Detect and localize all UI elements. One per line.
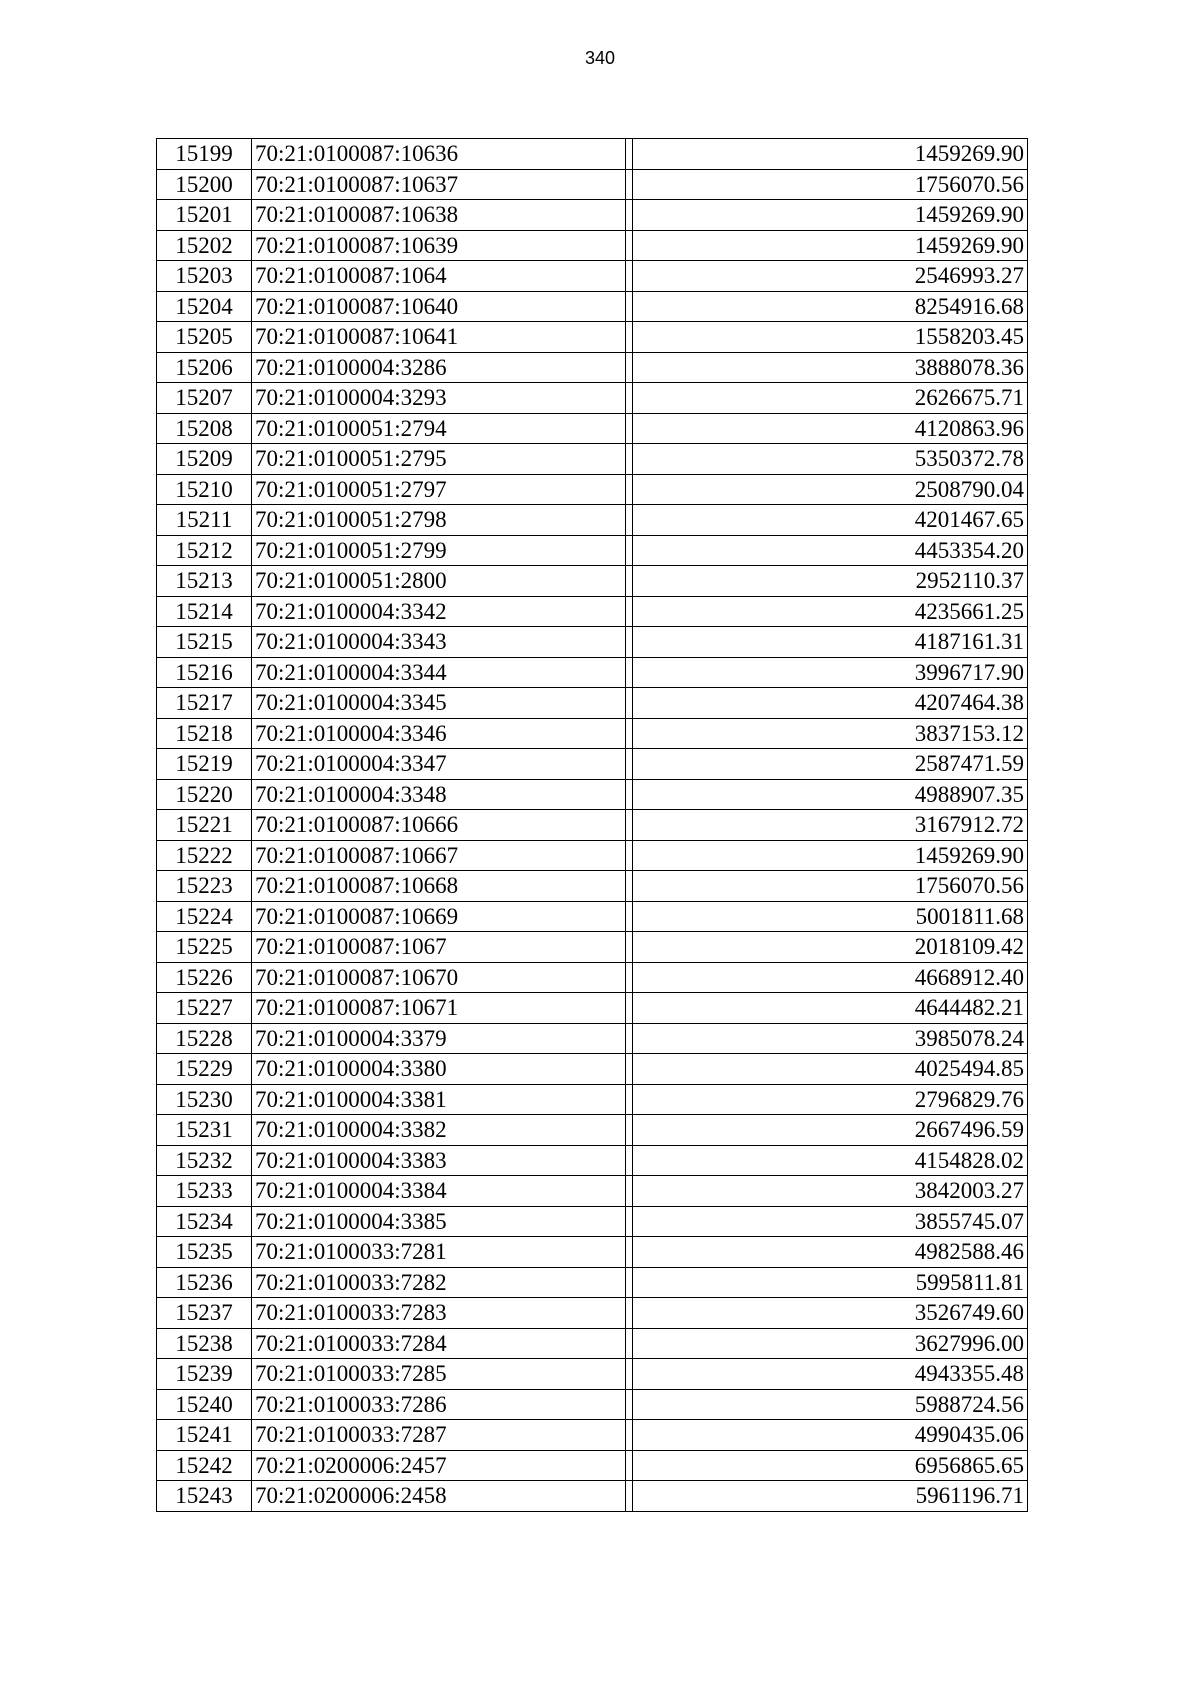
empty-cell (626, 566, 633, 597)
cadastral-number-cell: 70:21:0100087:1067 (252, 932, 626, 963)
cadastral-number-cell: 70:21:0100087:10670 (252, 962, 626, 993)
table-row (157, 230, 1028, 261)
cadastral-number-cell: 70:21:0100004:3382 (252, 1115, 626, 1146)
table-body (157, 139, 1028, 1512)
table-row (157, 657, 1028, 688)
cadastral-number-cell: 70:21:0100087:10666 (252, 810, 626, 841)
empty-cell (626, 1389, 633, 1420)
row-number-cell: 15231 (157, 1115, 252, 1146)
cadastral-value-cell: 1756070.56 (633, 871, 1028, 902)
empty-cell (626, 871, 633, 902)
cadastral-value-cell: 2587471.59 (633, 749, 1028, 780)
cadastral-number-cell: 70:21:0100087:10671 (252, 993, 626, 1024)
table-row (157, 718, 1028, 749)
empty-cell (626, 840, 633, 871)
table-row (157, 1298, 1028, 1329)
cadastral-number-cell: 70:21:0100051:2794 (252, 413, 626, 444)
cadastral-number-cell: 70:21:0100004:3385 (252, 1206, 626, 1237)
table-row (157, 1450, 1028, 1481)
table-row (157, 566, 1028, 597)
cadastral-number-cell: 70:21:0100033:7287 (252, 1420, 626, 1451)
table-row (157, 505, 1028, 536)
table-row (157, 627, 1028, 658)
row-number-cell: 15242 (157, 1450, 252, 1481)
cadastral-value-cell: 4982588.46 (633, 1237, 1028, 1268)
table-row (157, 1023, 1028, 1054)
empty-cell (626, 261, 633, 292)
row-number-cell: 15222 (157, 840, 252, 871)
cadastral-number-cell: 70:21:0100004:3345 (252, 688, 626, 719)
table-row (157, 932, 1028, 963)
cadastral-value-cell: 4187161.31 (633, 627, 1028, 658)
cadastral-value-cell: 4025494.85 (633, 1054, 1028, 1085)
cadastral-number-cell: 70:21:0100033:7284 (252, 1328, 626, 1359)
cadastral-number-cell: 70:21:0100004:3348 (252, 779, 626, 810)
cadastral-number-cell: 70:21:0100004:3380 (252, 1054, 626, 1085)
cadastral-value-cell: 2508790.04 (633, 474, 1028, 505)
row-number-cell: 15207 (157, 383, 252, 414)
cadastral-number-cell: 70:21:0100004:3381 (252, 1084, 626, 1115)
cadastral-number-cell: 70:21:0100004:3286 (252, 352, 626, 383)
row-number-cell: 15216 (157, 657, 252, 688)
cadastral-value-cell: 2546993.27 (633, 261, 1028, 292)
cadastral-value-cell: 2667496.59 (633, 1115, 1028, 1146)
cadastral-number-cell: 70:21:0100051:2799 (252, 535, 626, 566)
cadastral-value-cell: 3627996.00 (633, 1328, 1028, 1359)
row-number-cell: 15219 (157, 749, 252, 780)
row-number-cell: 15223 (157, 871, 252, 902)
empty-cell (626, 1023, 633, 1054)
empty-cell (626, 657, 633, 688)
cadastral-value-cell: 4943355.48 (633, 1359, 1028, 1390)
empty-cell (626, 1420, 633, 1451)
empty-cell (626, 901, 633, 932)
cadastral-value-cell: 2626675.71 (633, 383, 1028, 414)
cadastral-value-cell: 3855745.07 (633, 1206, 1028, 1237)
row-number-cell: 15218 (157, 718, 252, 749)
cadastral-value-table (156, 138, 1028, 1512)
cadastral-number-cell: 70:21:0100087:10639 (252, 230, 626, 261)
table-row (157, 322, 1028, 353)
empty-cell (626, 535, 633, 566)
row-number-cell: 15241 (157, 1420, 252, 1451)
row-number-cell: 15205 (157, 322, 252, 353)
table-row (157, 901, 1028, 932)
table-row (157, 596, 1028, 627)
cadastral-number-cell: 70:21:0100004:3342 (252, 596, 626, 627)
cadastral-number-cell: 70:21:0100004:3384 (252, 1176, 626, 1207)
empty-cell (626, 779, 633, 810)
empty-cell (626, 322, 633, 353)
cadastral-value-cell: 4201467.65 (633, 505, 1028, 536)
cadastral-number-cell: 70:21:0100051:2797 (252, 474, 626, 505)
table-row (157, 993, 1028, 1024)
cadastral-number-cell: 70:21:0100087:10641 (252, 322, 626, 353)
empty-cell (626, 474, 633, 505)
table-row (157, 962, 1028, 993)
table-row (157, 261, 1028, 292)
cadastral-number-cell: 70:21:0100004:3379 (252, 1023, 626, 1054)
empty-cell (626, 413, 633, 444)
empty-cell (626, 1084, 633, 1115)
row-number-cell: 15224 (157, 901, 252, 932)
page-number: 340 (584, 48, 616, 68)
row-number-cell: 15221 (157, 810, 252, 841)
cadastral-number-cell: 70:21:0100051:2798 (252, 505, 626, 536)
empty-cell (626, 139, 633, 170)
table-row (157, 779, 1028, 810)
table-row (157, 1359, 1028, 1390)
cadastral-number-cell: 70:21:0100087:10669 (252, 901, 626, 932)
row-number-cell: 15239 (157, 1359, 252, 1390)
table-row (157, 139, 1028, 170)
cadastral-value-cell: 6956865.65 (633, 1450, 1028, 1481)
table-row (157, 474, 1028, 505)
cadastral-value-cell: 5961196.71 (633, 1481, 1028, 1512)
cadastral-value-cell: 1459269.90 (633, 139, 1028, 170)
empty-cell (626, 749, 633, 780)
cadastral-value-cell: 2952110.37 (633, 566, 1028, 597)
empty-cell (626, 383, 633, 414)
empty-cell (626, 993, 633, 1024)
row-number-cell: 15212 (157, 535, 252, 566)
row-number-cell: 15203 (157, 261, 252, 292)
row-number-cell: 15229 (157, 1054, 252, 1085)
table-row (157, 1145, 1028, 1176)
table-row (157, 1389, 1028, 1420)
table-row (157, 291, 1028, 322)
empty-cell (626, 1298, 633, 1329)
cadastral-value-cell: 5995811.81 (633, 1267, 1028, 1298)
table-row (157, 1420, 1028, 1451)
row-number-cell: 15215 (157, 627, 252, 658)
cadastral-number-cell: 70:21:0100087:10640 (252, 291, 626, 322)
cadastral-number-cell: 70:21:0100087:10638 (252, 200, 626, 231)
empty-cell (626, 444, 633, 475)
row-number-cell: 15234 (157, 1206, 252, 1237)
cadastral-value-cell: 3888078.36 (633, 352, 1028, 383)
empty-cell (626, 962, 633, 993)
cadastral-number-cell: 70:21:0100033:7283 (252, 1298, 626, 1329)
row-number-cell: 15220 (157, 779, 252, 810)
table-row (157, 1084, 1028, 1115)
row-number-cell: 15232 (157, 1145, 252, 1176)
row-number-cell: 15235 (157, 1237, 252, 1268)
row-number-cell: 15240 (157, 1389, 252, 1420)
empty-cell (626, 169, 633, 200)
cadastral-value-cell: 1459269.90 (633, 840, 1028, 871)
cadastral-value-cell: 4120863.96 (633, 413, 1028, 444)
empty-cell (626, 1481, 633, 1512)
empty-cell (626, 230, 633, 261)
cadastral-number-cell: 70:21:0100033:7282 (252, 1267, 626, 1298)
table-row (157, 688, 1028, 719)
cadastral-value-cell: 3842003.27 (633, 1176, 1028, 1207)
table-row (157, 1328, 1028, 1359)
cadastral-value-cell: 4154828.02 (633, 1145, 1028, 1176)
empty-cell (626, 1145, 633, 1176)
table-row (157, 200, 1028, 231)
row-number-cell: 15200 (157, 169, 252, 200)
row-number-cell: 15233 (157, 1176, 252, 1207)
row-number-cell: 15202 (157, 230, 252, 261)
cadastral-value-cell: 1756070.56 (633, 169, 1028, 200)
table-row (157, 1176, 1028, 1207)
table-row (157, 1206, 1028, 1237)
cadastral-value-cell: 2018109.42 (633, 932, 1028, 963)
cadastral-number-cell: 70:21:0100051:2795 (252, 444, 626, 475)
cadastral-number-cell: 70:21:0100004:3344 (252, 657, 626, 688)
cadastral-number-cell: 70:21:0100087:1064 (252, 261, 626, 292)
cadastral-number-cell: 70:21:0100004:3293 (252, 383, 626, 414)
empty-cell (626, 1237, 633, 1268)
row-number-cell: 15236 (157, 1267, 252, 1298)
cadastral-value-cell: 1459269.90 (633, 230, 1028, 261)
cadastral-number-cell: 70:21:0200006:2458 (252, 1481, 626, 1512)
row-number-cell: 15204 (157, 291, 252, 322)
empty-cell (626, 1328, 633, 1359)
empty-cell (626, 810, 633, 841)
cadastral-number-cell: 70:21:0100033:7285 (252, 1359, 626, 1390)
table-row (157, 444, 1028, 475)
cadastral-value-cell: 4207464.38 (633, 688, 1028, 719)
cadastral-number-cell: 70:21:0100033:7281 (252, 1237, 626, 1268)
table-row (157, 840, 1028, 871)
row-number-cell: 15211 (157, 505, 252, 536)
row-number-cell: 15199 (157, 139, 252, 170)
row-number-cell: 15209 (157, 444, 252, 475)
cadastral-value-cell: 5988724.56 (633, 1389, 1028, 1420)
cadastral-value-cell: 4988907.35 (633, 779, 1028, 810)
cadastral-value-cell: 4453354.20 (633, 535, 1028, 566)
empty-cell (626, 505, 633, 536)
table-row (157, 169, 1028, 200)
cadastral-number-cell: 70:21:0100004:3343 (252, 627, 626, 658)
row-number-cell: 15230 (157, 1084, 252, 1115)
table-row (157, 1054, 1028, 1085)
row-number-cell: 15243 (157, 1481, 252, 1512)
empty-cell (626, 352, 633, 383)
row-number-cell: 15208 (157, 413, 252, 444)
cadastral-value-cell: 1459269.90 (633, 200, 1028, 231)
cadastral-value-cell: 4235661.25 (633, 596, 1028, 627)
cadastral-value-cell: 4644482.21 (633, 993, 1028, 1024)
empty-cell (626, 291, 633, 322)
cadastral-number-cell: 70:21:0100087:10636 (252, 139, 626, 170)
row-number-cell: 15206 (157, 352, 252, 383)
table-row (157, 871, 1028, 902)
cadastral-value-cell: 3167912.72 (633, 810, 1028, 841)
empty-cell (626, 1176, 633, 1207)
cadastral-value-cell: 5350372.78 (633, 444, 1028, 475)
table-row (157, 1237, 1028, 1268)
table-row (157, 413, 1028, 444)
cadastral-value-cell: 3837153.12 (633, 718, 1028, 749)
table-row (157, 749, 1028, 780)
row-number-cell: 15225 (157, 932, 252, 963)
cadastral-value-cell: 8254916.68 (633, 291, 1028, 322)
row-number-cell: 15217 (157, 688, 252, 719)
cadastral-number-cell: 70:21:0100004:3383 (252, 1145, 626, 1176)
cadastral-number-cell: 70:21:0100087:10637 (252, 169, 626, 200)
cadastral-value-cell: 3526749.60 (633, 1298, 1028, 1329)
table-row (157, 1115, 1028, 1146)
empty-cell (626, 627, 633, 658)
cadastral-value-cell: 5001811.68 (633, 901, 1028, 932)
empty-cell (626, 1450, 633, 1481)
empty-cell (626, 1267, 633, 1298)
empty-cell (626, 596, 633, 627)
cadastral-value-cell: 4668912.40 (633, 962, 1028, 993)
cadastral-number-cell: 70:21:0200006:2457 (252, 1450, 626, 1481)
cadastral-value-cell: 2796829.76 (633, 1084, 1028, 1115)
empty-cell (626, 1054, 633, 1085)
table-row (157, 383, 1028, 414)
table-row (157, 352, 1028, 383)
table-row (157, 1267, 1028, 1298)
row-number-cell: 15228 (157, 1023, 252, 1054)
cadastral-number-cell: 70:21:0100004:3346 (252, 718, 626, 749)
row-number-cell: 15227 (157, 993, 252, 1024)
cadastral-value-cell: 3985078.24 (633, 1023, 1028, 1054)
cadastral-number-cell: 70:21:0100051:2800 (252, 566, 626, 597)
row-number-cell: 15210 (157, 474, 252, 505)
empty-cell (626, 1206, 633, 1237)
cadastral-value-cell: 3996717.90 (633, 657, 1028, 688)
row-number-cell: 15238 (157, 1328, 252, 1359)
table-row (157, 810, 1028, 841)
cadastral-number-cell: 70:21:0100004:3347 (252, 749, 626, 780)
cadastral-number-cell: 70:21:0100087:10667 (252, 840, 626, 871)
cadastral-value-cell: 4990435.06 (633, 1420, 1028, 1451)
empty-cell (626, 688, 633, 719)
cadastral-number-cell: 70:21:0100087:10668 (252, 871, 626, 902)
cadastral-number-cell: 70:21:0100033:7286 (252, 1389, 626, 1420)
empty-cell (626, 1115, 633, 1146)
empty-cell (626, 932, 633, 963)
empty-cell (626, 718, 633, 749)
row-number-cell: 15201 (157, 200, 252, 231)
cadastral-value-cell: 1558203.45 (633, 322, 1028, 353)
empty-cell (626, 1359, 633, 1390)
empty-cell (626, 200, 633, 231)
row-number-cell: 15226 (157, 962, 252, 993)
table-row (157, 1481, 1028, 1512)
table-row (157, 535, 1028, 566)
row-number-cell: 15213 (157, 566, 252, 597)
row-number-cell: 15214 (157, 596, 252, 627)
row-number-cell: 15237 (157, 1298, 252, 1329)
